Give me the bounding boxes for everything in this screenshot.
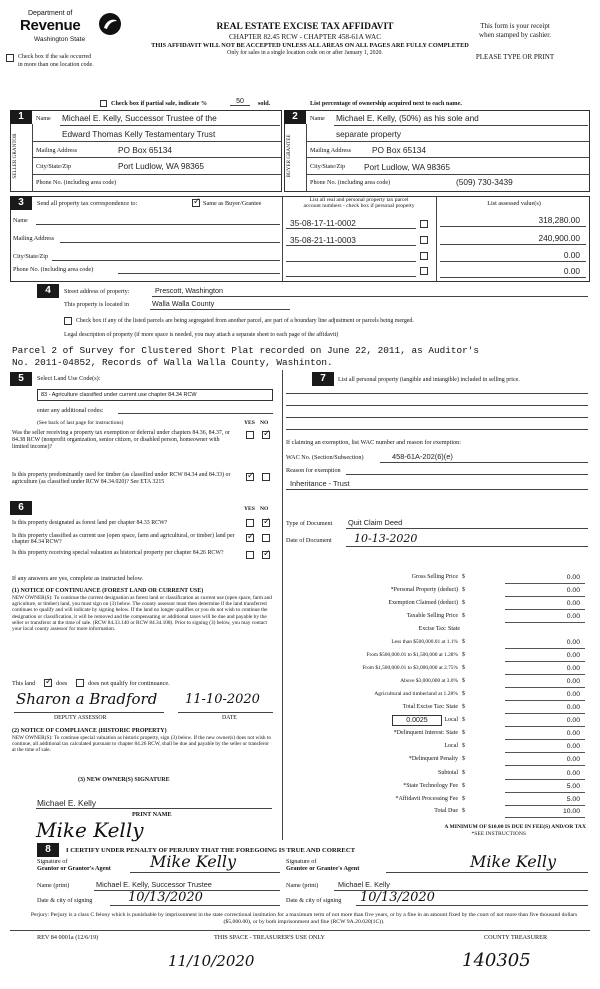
fee-value[interactable]: 0.00 xyxy=(566,639,580,646)
does-not-label: does not qualify for continuance. xyxy=(88,680,170,687)
land-use-value: 83 - Agriculture classified under current use chapter 84.34 RCW xyxy=(41,392,197,398)
fee-label: *Delinquent Penalty xyxy=(408,756,458,762)
legal-description-line1[interactable]: Parcel 2 of Survey for Clustered Short Plat recorded on June 22, 2011, as Auditor's xyxy=(12,345,479,356)
dollar-sign: $ xyxy=(462,796,465,802)
fee-value[interactable]: 0.00 xyxy=(566,652,580,659)
notice-1-title: (1) NOTICE OF CONTINUANCE (FOREST LAND OR CURRENT USE) xyxy=(12,588,204,594)
seller-mailing-label: Mailing Address xyxy=(36,147,78,154)
fee-label: Local xyxy=(444,743,458,749)
personal-property-label: List all personal property (tangible and intangible) included in selling price. xyxy=(338,377,520,383)
multi-location-label-2: in more than one location code. xyxy=(18,62,94,68)
segregated-checkbox[interactable] xyxy=(64,317,72,325)
fee-value[interactable]: 0.00 xyxy=(566,730,580,737)
county-treasurer-label: COUNTY TREASURER xyxy=(484,934,548,941)
wac-number[interactable]: 458-61A-202(6)(e) xyxy=(392,452,453,461)
stamp-number: 140305 xyxy=(462,950,531,971)
land-use-select[interactable] xyxy=(37,389,273,401)
notice-2-title: (2) NOTICE OF COMPLIANCE (HISTORIC PROPERTY) xyxy=(12,728,167,734)
section-8-badge: 8 xyxy=(37,843,59,857)
s3-name-label: Name xyxy=(13,217,28,224)
s5-question-2: Is this property predominantly used for timber (as classified under RCW 84.34 and 84.33) or agriculture (as classified under RCW 84.34.020)? See ETA 3215 xyxy=(12,472,231,485)
buyer-name-line1[interactable]: Michael E. Kelly, (50%) as his sole and xyxy=(336,113,479,123)
s5-question-1: Was the seller receiving a property tax exemption or deferral under chapters 84.36, 84.37, or 84.38 RCW (nonprofit organization, senior citizen, or disabled person, homeowner with limited income)? xyxy=(12,430,230,450)
street-label: Street address of property: xyxy=(64,288,130,295)
buyer-name-label: Name xyxy=(310,115,325,122)
notice-2-body: NEW OWNER(S): To continue special valuation as historic property, sign (3) below. If the new owner(s) does not wish to continue, all additional tax calculated pursuant to chapter 84.26 RCW, shall be due and payable by the seller or transferor at the time of sale. xyxy=(12,735,271,754)
seller-phone-label: Phone No. (including area code) xyxy=(36,179,117,186)
assessed-value[interactable]: 318,280.00 xyxy=(538,215,580,225)
print-name-label: PRINT NAME xyxy=(132,811,172,818)
partial-sale-label: Check box if partial sale, indicate % xyxy=(111,100,208,107)
s6-q1-yes-checkbox[interactable] xyxy=(246,519,254,527)
type-or-print: PLEASE TYPE OR PRINT xyxy=(475,53,555,61)
new-owner-title: (3) NEW OWNER(S) SIGNATURE xyxy=(78,777,170,783)
fee-label: Less than $500,000.01 at 1.1% xyxy=(391,639,458,645)
s5-q1-no-checkbox[interactable] xyxy=(262,431,270,439)
assessed-value[interactable]: 0.00 xyxy=(563,250,580,260)
s5-q2-yes-checkbox[interactable] xyxy=(246,473,254,481)
dollar-sign: $ xyxy=(462,665,465,671)
exemption-label: If claiming an exemption, list WAC number and reason for exemption: xyxy=(286,439,461,446)
s6-yes-header: YES xyxy=(244,506,255,512)
fee-value[interactable]: 0.00 xyxy=(566,717,580,724)
dollar-sign: $ xyxy=(462,678,465,684)
seller-city-label: City/State/Zip xyxy=(36,163,72,170)
dollar-sign: $ xyxy=(462,730,465,736)
fee-value[interactable]: 10.00 xyxy=(562,808,580,815)
fee-label: Total Due xyxy=(434,808,458,814)
multi-location-checkbox[interactable] xyxy=(6,54,14,62)
segregated-label: Check box if any of the listed parcels are being segregated from another parcel, are part of a boundary line adjustment or parcels being merged. xyxy=(76,318,414,324)
dollar-sign: $ xyxy=(462,691,465,697)
seller-city[interactable]: Port Ludlow, WA 98365 xyxy=(118,161,204,171)
wac-label: WAC No. (Section/Subsection) xyxy=(286,454,364,461)
treasurer-only-label: THIS SPACE - TREASURER'S USE ONLY xyxy=(214,934,326,941)
fee-label: Taxable Selling Price xyxy=(406,613,458,619)
see-instructions: *SEE INSTRUCTIONS xyxy=(471,831,526,837)
ownership-note: List percentage of ownership acquired next to each name. xyxy=(310,100,462,107)
fee-label: *Delinquent Interest: State xyxy=(393,730,458,736)
additional-codes-label: enter any additional codes: xyxy=(37,407,104,414)
does-label: does xyxy=(56,680,68,687)
buyer-phone[interactable]: (509) 730-3439 xyxy=(456,177,513,187)
logo-line2: Revenue xyxy=(20,17,81,34)
fee-value[interactable]: 0.00 xyxy=(566,600,580,607)
new-owner-signature[interactable]: Mike Kelly xyxy=(36,818,144,842)
s6-q2-no-checkbox[interactable] xyxy=(262,534,270,542)
section-3-badge: 3 xyxy=(10,196,32,210)
s6-q1-no-checkbox[interactable] xyxy=(262,519,270,527)
s5-no-header: NO xyxy=(260,420,269,426)
buyer-side-label: BUYER GRANTEE xyxy=(286,134,292,178)
fee-value[interactable]: 5.00 xyxy=(566,796,580,803)
dollar-sign: $ xyxy=(462,639,465,645)
minimum-note: A MINIMUM OF $10.00 IS DUE IN FEE(S) AND/OR TAX xyxy=(444,824,586,830)
doc-type[interactable]: Quit Claim Deed xyxy=(348,518,403,527)
seller-mailing[interactable]: PO Box 65134 xyxy=(118,145,172,155)
does-not-checkbox[interactable] xyxy=(76,679,84,687)
assessor-date[interactable]: 11-10-2020 xyxy=(185,692,260,707)
dollar-sign: $ xyxy=(462,613,465,619)
parcel-number[interactable]: 35-08-17-11-0002 xyxy=(290,218,356,228)
dollar-sign: $ xyxy=(462,783,465,789)
fee-value[interactable]: 0.00 xyxy=(566,704,580,711)
receipt-note-2: when stamped by cashier. xyxy=(479,31,551,39)
section-5-badge: 5 xyxy=(10,372,32,386)
parcel-header-1: List all real and personal property tax parcel xyxy=(309,197,409,203)
form-warning: THIS AFFIDAVIT WILL NOT BE ACCEPTED UNLESS ALL AREAS ON ALL PAGES ARE FULLY COMPLETED xyxy=(151,42,469,49)
buyer-mailing-label: Mailing Address xyxy=(310,147,352,154)
fee-value[interactable]: 0.00 xyxy=(566,678,580,685)
assessed-value[interactable]: 0.00 xyxy=(563,266,580,276)
grantee-signature[interactable]: Mike Kelly xyxy=(470,852,557,871)
parcel-header-2: account numbers - check box if personal property xyxy=(303,203,415,209)
perjury-statement xyxy=(20,912,588,926)
dollar-sign: $ xyxy=(462,652,465,658)
fee-label: Agricultural and timberland at 1.28% xyxy=(374,691,458,697)
s5-q2-no-checkbox[interactable] xyxy=(262,473,270,481)
same-as-buyer-label: Same as Buyer/Grantee xyxy=(203,200,262,207)
section-1-badge: 1 xyxy=(10,110,32,124)
s5-yes-header: YES xyxy=(244,420,255,426)
personal-property-checkbox[interactable] xyxy=(420,252,428,260)
s6-q3-yes-checkbox[interactable] xyxy=(246,551,254,559)
fee-value[interactable]: 5.00 xyxy=(566,783,580,790)
certify-statement: I CERTIFY UNDER PENALTY OF PERJURY THAT THE FOREGOING IS TRUE AND CORRECT xyxy=(66,847,355,854)
section-2-badge: 2 xyxy=(284,110,306,124)
s6-question-3: Is this property receiving special valuation as historical property per chapter 84.26 RCW? xyxy=(12,550,224,556)
doc-date-label: Date of Document xyxy=(286,537,332,544)
stamp-date: 11/10/2020 xyxy=(168,952,255,970)
grantor-date[interactable]: 10/13/2020 xyxy=(128,890,203,905)
section-4-badge: 4 xyxy=(37,284,59,298)
assessor-date-label: DATE xyxy=(222,715,237,721)
fee-label: From $500,000.01 to $1,500,000 at 1.28% xyxy=(366,652,458,658)
fee-label: Local xyxy=(444,717,458,723)
partial-sale-checkbox[interactable] xyxy=(100,100,107,107)
fee-value[interactable]: 0.00 xyxy=(566,691,580,698)
notice-1-body: NEW OWNER(S): To continue the current designation as forest land or classification as current use (open space, farm and agriculture, or timber) land, you must sign on (3) below. The county assessor must then determine if the land transferred continues to qualify and will indicate by signing below. If the land no longer qualifies or you do not wish to continue the designation or classification, it will be removed and the compensating or additional taxes will be due and payable by the seller or transferor at the time of sale. (RCW 84.33.140 or RCW 84.34.108). Prior to signing (3) below, you may contact your local county assessor for more information. xyxy=(12,595,272,633)
grantor-date-label: Date & city of signing xyxy=(37,897,93,904)
dollar-sign: $ xyxy=(462,704,465,710)
fee-label: Excise Tax: State xyxy=(418,626,460,632)
section-6-badge: 6 xyxy=(10,501,32,515)
revision-label: REV 84 0001a (12/6/19) xyxy=(37,934,99,941)
seller-side-label: SELLER GRANTOR xyxy=(12,133,18,179)
dollar-sign: $ xyxy=(462,587,465,593)
fee-value[interactable]: 0.00 xyxy=(566,574,580,581)
value-header: List assessed value(s) xyxy=(487,200,541,207)
form-title: REAL ESTATE EXCISE TAX AFFIDAVIT xyxy=(216,22,394,32)
sold-label: sold. xyxy=(258,100,271,107)
seller-name-line2[interactable]: Edward Thomas Kelly Testamentary Trust xyxy=(62,129,216,139)
grantee-name[interactable]: Michael E. Kelly xyxy=(338,880,390,889)
buyer-city[interactable]: Port Ludlow, WA 98365 xyxy=(364,162,450,172)
exemption-reason[interactable]: Inheritance - Trust xyxy=(290,479,350,488)
grantee-sig-label-1: Signature of xyxy=(286,858,317,865)
grantee-sig-label-2: Grantee or Grantee's Agent xyxy=(286,865,360,872)
grantee-name-label: Name (print) xyxy=(286,882,319,889)
buyer-mailing[interactable]: PO Box 65134 xyxy=(372,145,426,155)
personal-property-checkbox[interactable] xyxy=(420,267,428,275)
dollar-sign: $ xyxy=(462,743,465,749)
fee-label: Exemption Claimed (deduct) xyxy=(388,600,458,606)
fee-label: *State Technology Fee xyxy=(403,783,458,789)
dollar-sign: $ xyxy=(462,770,465,776)
s3-phone-label: Phone No. (including area code) xyxy=(13,266,94,273)
form-subtitle: CHAPTER 82.45 RCW - CHAPTER 458-61A WAC xyxy=(228,33,382,41)
fee-value[interactable]: 0.00 xyxy=(566,756,580,763)
s6-q3-no-checkbox[interactable] xyxy=(262,551,270,559)
s5-q1-yes-checkbox[interactable] xyxy=(246,431,254,439)
see-back-note: (See back of last page for instructions) xyxy=(37,420,124,426)
perjury-text: Perjury: Perjury is a class C felony which is punishable by imprisonment in the state correctional institution for a maximum term of not more than five years, or by a fine in an amount fixed by the court of not more than five thousand dollars ($5,000.00), or by both imprisonment and fine (RCW 9A.20.020(1C)). xyxy=(30,912,578,925)
land-use-label: Select Land Use Code(s): xyxy=(37,375,101,382)
street-address[interactable]: Prescott, Washington xyxy=(155,286,224,295)
doc-date[interactable]: 10-13-2020 xyxy=(354,532,418,545)
logo-line1: Department of xyxy=(28,10,73,17)
fee-label: *Personal Property (deduct) xyxy=(390,587,458,593)
multi-location-label-1: Check box if the sale occurred xyxy=(18,54,92,60)
seller-name-line1[interactable]: Michael E. Kelly, Successor Trustee of the xyxy=(62,113,217,123)
partial-sale-percent[interactable]: 50 xyxy=(230,98,250,106)
grantor-sig-label-1: Signature of xyxy=(37,858,68,865)
personal-property-checkbox[interactable] xyxy=(420,220,428,228)
section-7-badge: 7 xyxy=(312,372,334,386)
seller-name-label: Name xyxy=(36,115,51,122)
buyer-city-label: City/State/Zip xyxy=(310,163,346,170)
same-as-buyer-checkbox[interactable] xyxy=(192,199,200,207)
s6-question-1: Is this property designated as forest land per chapter 84.33 RCW? xyxy=(12,520,168,526)
dollar-sign: $ xyxy=(462,600,465,606)
grantee-date[interactable]: 10/13/2020 xyxy=(360,890,435,905)
fee-label: Above $3,000,000 at 3.0% xyxy=(400,678,458,684)
dollar-sign: $ xyxy=(462,808,465,814)
s6-question-2: Is this property classified as current use (open space, farm and agricultural, or timber) land per chapter 84.34 RCW? xyxy=(12,533,235,546)
fee-value[interactable]: 0.00 xyxy=(566,613,580,620)
assessed-value[interactable]: 240,900.00 xyxy=(538,233,580,243)
if-yes-note: If any answers are yes, complete as instructed below. xyxy=(12,575,144,582)
this-land-label: This land xyxy=(12,680,36,687)
personal-property-checkbox[interactable] xyxy=(420,236,428,244)
grantor-signature[interactable]: Mike Kelly xyxy=(150,852,237,871)
fee-label: Subtotal xyxy=(437,770,458,776)
legal-description-line2[interactable]: No. 2011-04852, Records of Walla Walla County, Washinton. xyxy=(12,357,333,368)
doc-type-label: Type of Document xyxy=(286,520,333,527)
parcel-number[interactable]: 35-08-21-11-0003 xyxy=(290,235,356,245)
receipt-note-1: This form is your receipt xyxy=(480,22,550,30)
located-county[interactable]: Walla Walla County xyxy=(152,299,215,308)
located-label: This property is located in xyxy=(64,301,129,308)
legal-label: Legal description of property (if more space is needed, you may attach a separate sheet to each page of the affidavit) xyxy=(64,332,339,338)
grantor-sig-label-2: Grantor or Grantor's Agent xyxy=(37,865,111,872)
dollar-sign: $ xyxy=(462,574,465,580)
does-checkbox[interactable] xyxy=(44,679,52,687)
fee-label: From $1,500,000.01 to $3,000,000 at 2.75% xyxy=(362,665,458,671)
s6-no-header: NO xyxy=(260,506,269,512)
reason-label: Reason for exemption xyxy=(286,467,341,474)
logo-line3: Washington State xyxy=(34,36,86,43)
logo-mark-icon xyxy=(98,12,122,36)
s3-city-label: City/State/Zip xyxy=(13,253,49,260)
fee-value[interactable]: 0.00 xyxy=(566,743,580,750)
assessor-signature[interactable]: Sharon a Bradford xyxy=(16,690,158,708)
grantor-name-label: Name (print) xyxy=(37,882,70,889)
local-rate[interactable]: 0.0025 xyxy=(392,715,442,726)
s3-mailing-label: Mailing Address xyxy=(13,235,55,242)
grantor-name[interactable]: Michael E. Kelly, Successor Trustee xyxy=(96,880,212,889)
buyer-phone-label: Phone No. (including area code) xyxy=(310,179,391,186)
fee-label: Total Excise Tax: State xyxy=(402,704,458,710)
new-owner-print-name[interactable]: Michael E. Kelly xyxy=(37,798,97,808)
fee-value[interactable]: 0.00 xyxy=(566,665,580,672)
dollar-sign: $ xyxy=(462,756,465,762)
only-for-note: Only for sales in a single location code on or after January 1, 2020. xyxy=(227,50,383,56)
buyer-name-line2[interactable]: separate property xyxy=(336,129,402,139)
fee-value[interactable]: 0.00 xyxy=(566,587,580,594)
deputy-assessor-label: DEPUTY ASSESSOR xyxy=(54,715,107,721)
dollar-sign: $ xyxy=(462,717,465,723)
fee-label: *Affidavit Processing Fee xyxy=(395,796,458,802)
s6-q2-yes-checkbox[interactable] xyxy=(246,534,254,542)
fee-label: Gross Selling Price xyxy=(411,574,458,580)
send-correspondence-label: Send all property tax correspondence to: xyxy=(37,200,138,207)
fee-value[interactable]: 0.00 xyxy=(566,770,580,777)
grantee-date-label: Date & city of signing xyxy=(286,897,342,904)
